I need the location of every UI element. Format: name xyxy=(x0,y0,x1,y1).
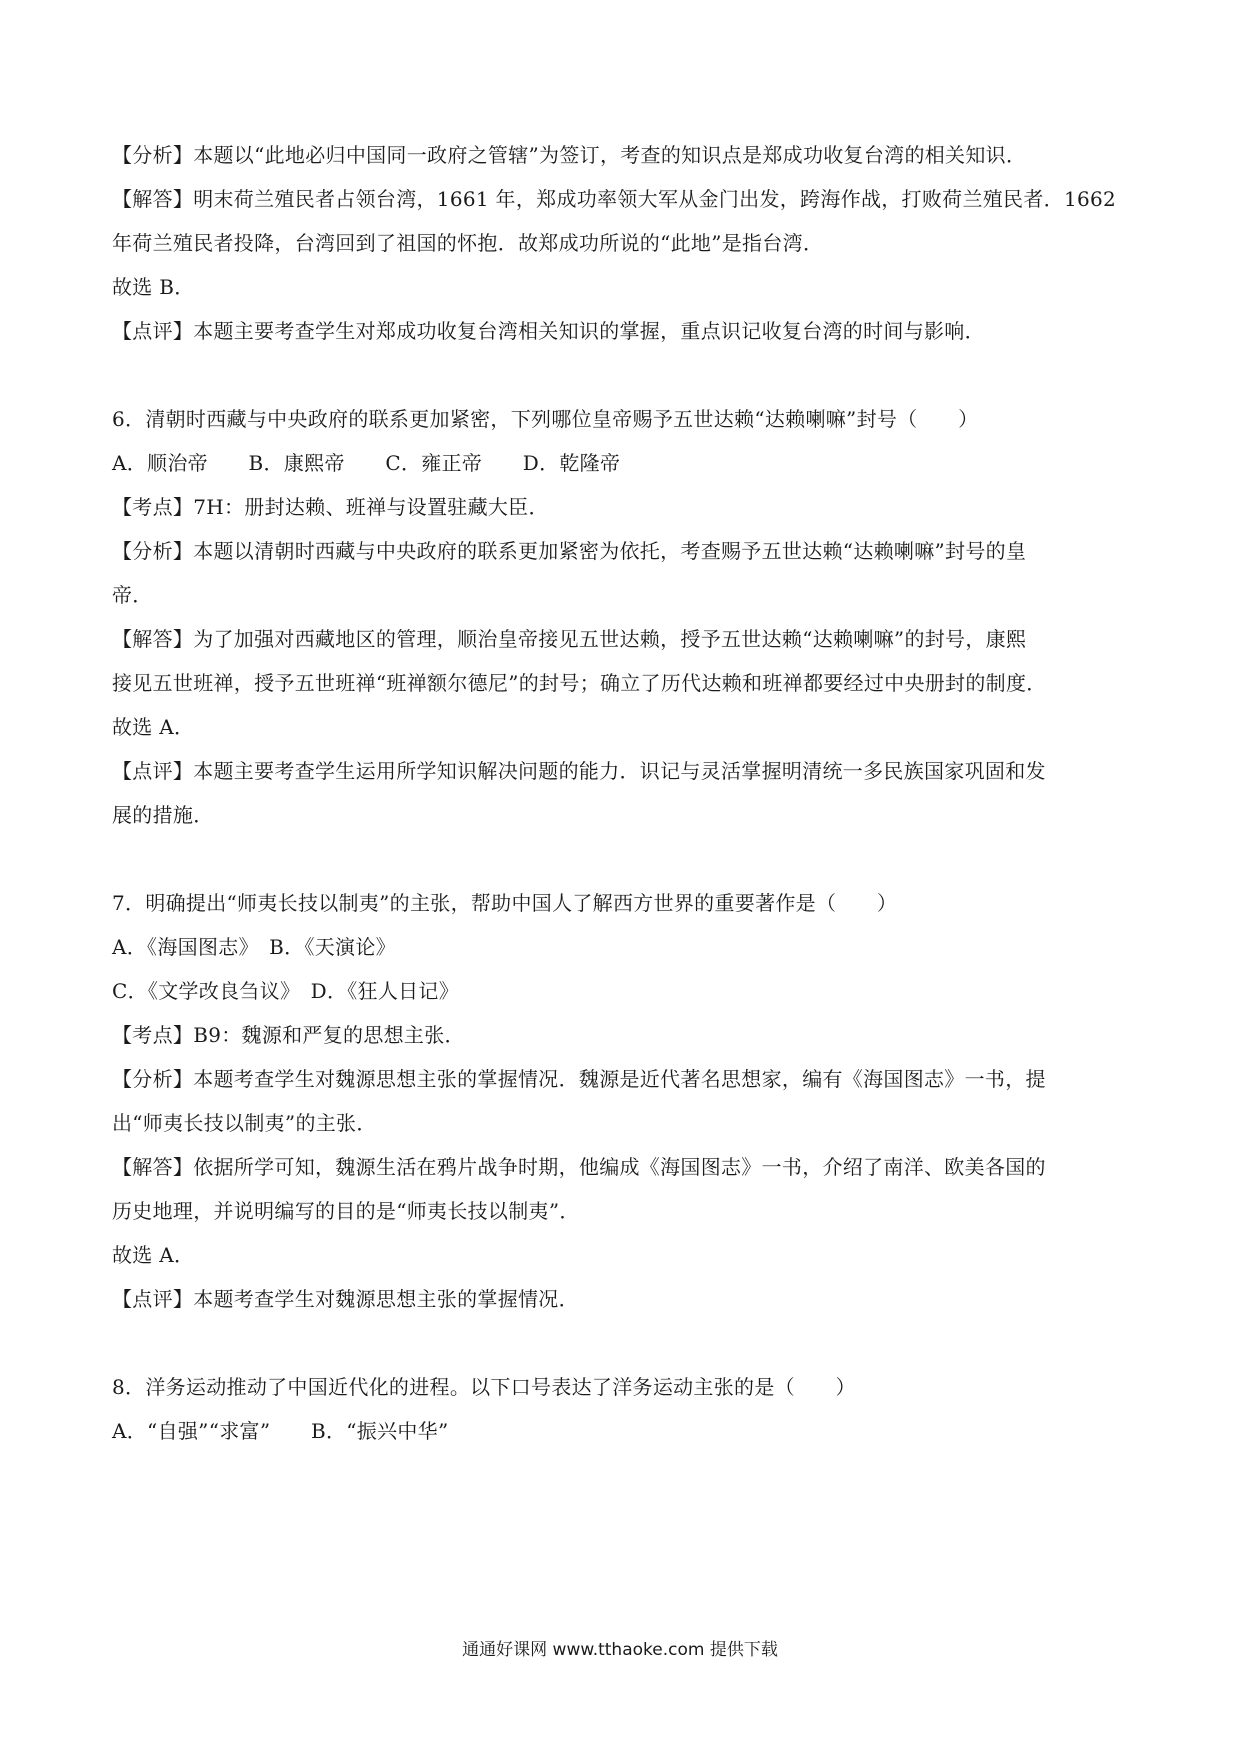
choice-q5: 故选 B． xyxy=(112,275,195,299)
answer-q6-line2: 接见五世班禅，授予五世班禅“班禅额尔德尼”的封号；确立了历代达赖和班禅都要经过中央册封的制度． xyxy=(112,671,1047,695)
keypoint-q7: 【考点】B9：魏源和严复的思想主张． xyxy=(112,1023,465,1047)
question-8: 8．洋务运动推动了中国近代化的进程。以下口号表达了洋务运动主张的是（ ） xyxy=(112,1375,856,1399)
answer-q5-line1: 【解答】明末荷兰殖民者占领台湾，1661 年，郑成功率领大军从金门出发，跨海作战，打败荷兰殖民者．1662 xyxy=(112,187,1117,211)
page-footer: 通通好课网 www.tthaoke.com 提供下载 xyxy=(462,1640,778,1660)
keypoint-q6: 【考点】7H：册封达赖、班禅与设置驻藏大臣． xyxy=(112,495,549,519)
answer-q7-line2: 历史地理，并说明编写的目的是“师夷长技以制夷”． xyxy=(112,1199,580,1223)
choice-q6: 故选 A． xyxy=(112,715,195,739)
analysis-q6-line1: 【分析】本题以清朝时西藏与中央政府的联系更加紧密为依托，考查赐予五世达赖“达赖喇嘛”封号的皇 xyxy=(112,539,1027,563)
comment-q5: 【点评】本题主要考查学生对郑成功收复台湾相关知识的掌握，重点识记收复台湾的时间与影响． xyxy=(112,319,985,343)
analysis-q5: 【分析】本题以“此地必归中国同一政府之管辖”为签订，考查的知识点是郑成功收复台湾的相关知识． xyxy=(112,143,1027,167)
comment-q6-line1: 【点评】本题主要考查学生运用所学知识解决问题的能力．识记与灵活掌握明清统一多民族国家巩固和发 xyxy=(112,759,1046,783)
question-6-options: A．顺治帝 B．康熙帝 C．雍正帝 D．乾隆帝 xyxy=(112,451,621,475)
question-7-options-ab: A．《海国图志》 B．《天演论》 xyxy=(112,935,396,959)
answer-q6-line1: 【解答】为了加强对西藏地区的管理，顺治皇帝接见五世达赖，授予五世达赖“达赖喇嘛”的封号，康熙 xyxy=(112,627,1027,651)
question-7-options-cd: C．《文学改良刍议》 D．《狂人日记》 xyxy=(112,979,460,1003)
question-8-options: A．“自强”“求富” B．“振兴中华” xyxy=(112,1419,449,1443)
answer-q5-line2: 年荷兰殖民者投降，台湾回到了祖国的怀抱．故郑成功所说的“此地”是指台湾． xyxy=(112,231,824,255)
choice-q7: 故选 A． xyxy=(112,1243,195,1267)
question-7: 7．明确提出“师夷长技以制夷”的主张，帮助中国人了解西方世界的重要著作是（ ） xyxy=(112,891,898,915)
comment-q7: 【点评】本题考查学生对魏源思想主张的掌握情况． xyxy=(112,1287,579,1311)
analysis-q7-line2: 出“师夷长技以制夷”的主张． xyxy=(112,1111,377,1135)
analysis-q6-line2: 帝． xyxy=(112,583,153,607)
answer-q7-line1: 【解答】依据所学可知，魏源生活在鸦片战争时期，他编成《海国图志》一书，介绍了南洋、欧美各国的 xyxy=(112,1155,1046,1179)
comment-q6-line2: 展的措施． xyxy=(112,803,214,827)
question-6: 6．清朝时西藏与中央政府的联系更加紧密，下列哪位皇帝赐予五世达赖“达赖喇嘛”封号（ ） xyxy=(112,407,979,431)
analysis-q7-line1: 【分析】本题考查学生对魏源思想主张的掌握情况．魏源是近代著名思想家，编有《海国图志》一书，提 xyxy=(112,1067,1046,1091)
